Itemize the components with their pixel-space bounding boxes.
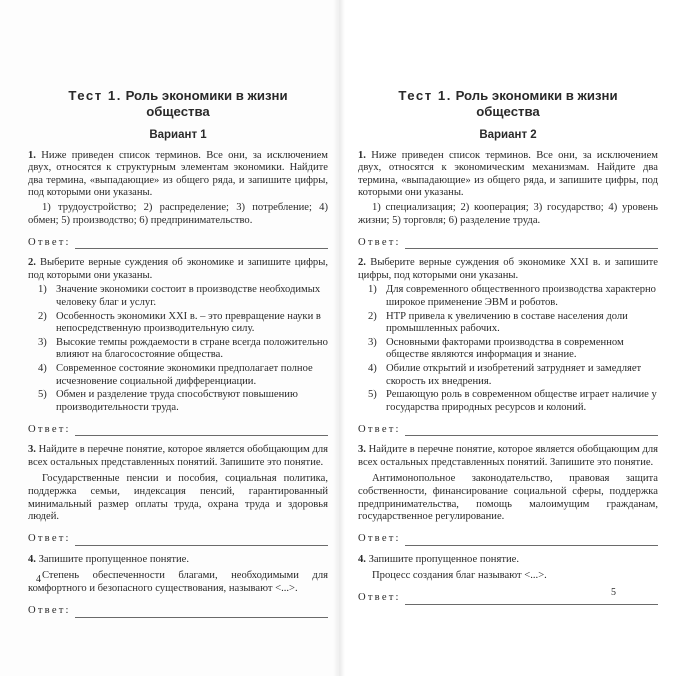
question-number: 2. [28,257,36,269]
answer-line[interactable] [75,536,328,546]
question-number: 2. [358,257,366,269]
right-page [338,0,676,676]
statement-number: 3) [38,336,47,348]
question-number: 3. [358,444,366,456]
answer-field[interactable] [358,532,658,546]
question-text: Ниже приведен список терминов. Все они, за исключением двух, относятся к экономическим механизмам. Найдите два термина, «выпадающие» из общего ряда, и запишите цифры, под которыми они указаны. [358,149,658,199]
answer-label: Ответ: [28,423,71,435]
statement-item [28,284,328,309]
question-text: Запишите пропущенное понятие. [38,553,189,565]
answer-line[interactable] [75,239,328,249]
question-4 [358,554,658,567]
statement-text: Значение экономики состоит в производстве необходимых человеку благ и услуг. [56,284,321,308]
answer-line[interactable] [405,239,658,249]
question-text: Найдите в перечне понятие, которое является обобщающим для всех остальных представленных понятий. Запишите это понятие. [28,444,328,468]
statement-number: 4) [368,362,377,374]
answer-line[interactable] [405,595,658,605]
question-4 [28,554,328,567]
answer-label: Ответ: [28,533,71,545]
concept-list: Государственные пенсии и пособия, социальная политика, поддержка семьи, индексация пенсий, гарантированный минимальный размер оплаты труда, охрана труда и здоровья людей. [28,473,328,523]
fill-in-sentence: Процесс создания благ называют <...>. [372,570,547,582]
question-2 [28,257,328,282]
term-list: 1) трудоустройство; 2) распределение; 3) потребление; 4) обмен; 5) производство; 6) предпринимательство. [28,201,328,226]
statement-item [358,389,658,414]
statement-number: 5) [38,389,47,401]
page-number: 4 [36,574,41,585]
statement-item [28,337,328,362]
question-text: Ниже приведен список терминов. Все они, за исключением двух, относятся к структурным элементам экономики. Найдите два термина, «выпадающие» из общего ряда, и запишите цифры, под которыми они указаны. [28,149,328,199]
answer-field[interactable] [358,422,658,436]
variant-heading: Вариант 1 [149,129,207,141]
variant-heading: Вариант 2 [479,129,537,141]
statement-list [28,284,328,414]
statement-text: Для современного общественного производства характерно широкое применение ЭВМ и роботов. [386,284,656,308]
statement-item [358,363,658,388]
test-title-line2: общества [476,104,540,119]
question-1 [28,150,328,200]
statement-item [28,389,328,414]
statement-text: Обилие открытий и изобретений затрудняет и замедляет скорость их внедрения. [386,362,642,387]
question-3 [28,444,328,469]
statement-number: 1) [38,284,47,296]
test-title-label: Тест 1. [68,88,122,103]
statement-text: Основными факторами производства в современном обществе являются информация и знание. [386,336,624,361]
statement-number: 2) [38,310,47,322]
test-title-text: Роль экономики в жизни [125,88,288,103]
statement-item [358,284,658,309]
answer-field[interactable] [28,532,328,546]
question-text: Найдите в перечне понятие, которое является обобщающим для всех остальных представленных понятий. Запишите это понятие. [358,444,658,468]
book-spine-shadow [333,0,345,676]
answer-label: Ответ: [358,533,401,545]
test-title [28,88,328,120]
question-2 [358,257,658,282]
right-page-content [358,88,658,613]
answer-field[interactable] [358,235,658,249]
statement-number: 5) [368,389,377,401]
statement-list [358,284,658,414]
page-number: 5 [611,587,616,598]
answer-label: Ответ: [358,423,401,435]
answer-label: Ответ: [28,236,71,248]
question-number: 4. [358,553,366,565]
answer-field[interactable] [28,235,328,249]
question-number: 3. [28,444,36,456]
test-title [358,88,658,120]
test-title-label: Тест 1. [398,88,452,103]
concept-list: Антимонопольное законодательство, правовая защита собственности, финансирование социальной сферы, поддержка предпринимательства, помощь малоимущим гражданам, государственное регулирование. [358,473,658,523]
term-list: 1) специализация; 2) кооперация; 3) государство; 4) уровень жизни; 5) торговля; 6) разделение труда. [358,201,658,226]
statement-text: Высокие темпы рождаемости в стране всегда положительно влияют на благосостояние общества. [56,336,328,361]
statement-text: НТР привела к увеличению в составе населения доли промышленных рабочих. [386,310,628,335]
answer-line[interactable] [405,426,658,436]
test-title-text: Роль экономики в жизни [455,88,618,103]
question-number: 1. [358,149,366,161]
statement-text: Особенность экономики XXI в. – это превращение науки в непосредственную производительную силу. [56,310,321,335]
answer-line[interactable] [405,536,658,546]
answer-label: Ответ: [358,236,401,248]
statement-number: 2) [368,310,377,322]
answer-label: Ответ: [358,592,401,604]
statement-number: 4) [38,362,47,374]
question-1 [358,150,658,200]
statement-number: 1) [368,284,377,296]
statement-text: Обмен и разделение труда способствуют повышению производительности труда. [56,389,298,413]
statement-item [358,311,658,336]
left-page-content [28,88,328,626]
question-3 [358,444,658,469]
question-text: Запишите пропущенное понятие. [368,553,519,565]
fill-in-sentence: Степень обеспеченности благами, необходимыми для комфортного и безопасного существования, называют <...>. [28,570,328,595]
statement-number: 3) [368,336,377,348]
answer-label: Ответ: [28,605,71,617]
answer-field[interactable] [28,604,328,618]
statement-item [28,311,328,336]
question-number: 1. [28,149,36,161]
question-text: Выберите верные суждения об экономике XXI в. и запишите цифры, под которыми они указаны. [358,257,658,281]
answer-line[interactable] [75,426,328,436]
statement-text: Современное состояние экономики предполагает полное исчезновение социальной дифференциации. [56,362,313,387]
answer-field[interactable] [28,422,328,436]
answer-line[interactable] [75,608,328,618]
question-number: 4. [28,553,36,565]
test-title-line2: общества [146,104,210,119]
statement-item [358,337,658,362]
question-text: Выберите верные суждения об экономике и запишите цифры, под которыми они указаны. [28,257,328,281]
statement-item [28,363,328,388]
statement-text: Решающую роль в современном обществе играет наличие у государства природных ресурсов и колоний. [386,389,657,413]
